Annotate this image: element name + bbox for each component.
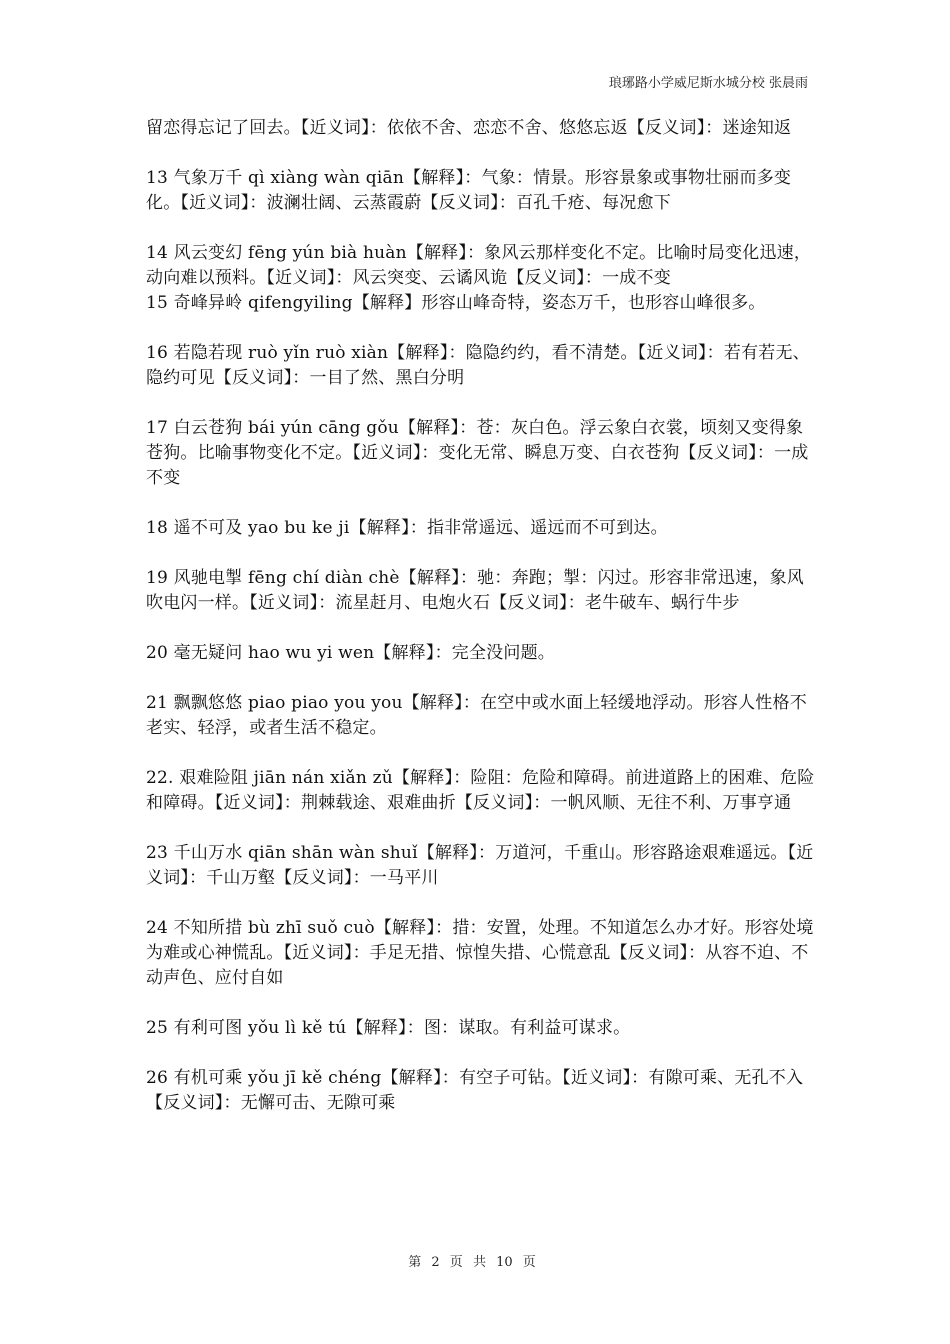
footer-page-number: 2 (431, 1255, 440, 1270)
entry-paragraph: 17 白云苍狗 bái yún cāng gǒu【解释】：苍：灰白色。浮云象白衣裳，顷刻又变得象苍狗。比喻事物变化不定。【近义词】：变化无常、瞬息万变、白衣苍狗【反义词】：一成不变 (146, 418, 809, 488)
entry-paragraph: 22. 艰难险阻 jiān nán xiǎn zǔ【解释】：险阻：危险和障碍。前进道路上的困难、危险和障碍。【近义词】：荆棘载途、艰难曲折【反义词】：一帆风顺、无往不利、万事亨通 (146, 768, 815, 813)
document-body (146, 116, 816, 1141)
footer-gong: 共 (472, 1255, 486, 1270)
entry-paragraph: 21 飘飘悠悠 piao piao you you【解释】：在空中或水面上轻缓地浮动。形容人性格不老实、轻浮，或者生活不稳定。 (146, 693, 807, 738)
entry-paragraph: 18 遥不可及 yao bu ke ji【解释】：指非常遥远、遥远而不可到达。 (146, 518, 668, 538)
entry-paragraph: 14 风云变幻 fēng yún bià huàn【解释】：象风云那样变化不定。比喻时局变化迅速，动向难以预料。【近义词】：风云突变、云谲风诡【反义词】：一成不变 (146, 243, 812, 288)
entry-paragraph: 23 千山万水 qiān shān wàn shuǐ【解释】：万道河，千重山。形容路途艰难遥远。【近义词】：千山万壑【反义词】：一马平川 (146, 843, 814, 888)
entry-paragraph: 15 奇峰异岭 qifengyiling【解释】形容山峰奇特，姿态万千，也形容山峰很多。 (146, 293, 766, 313)
page-footer (0, 1251, 950, 1270)
entry-paragraph: 13 气象万千 qì xiàng wàn qiān【解释】：气象：情景。形容景象或事物壮丽而多变化。【近义词】：波澜壮阔、云蒸霞蔚【反义词】：百孔千疮、每况愈下 (146, 168, 792, 213)
footer-ye: 页 (522, 1255, 536, 1270)
entry-paragraph: 25 有利可图 yǒu lì kě tú【解释】：图：谋取。有利益可谋求。 (146, 1018, 631, 1038)
entry-paragraph: 20 毫无疑问 hao wu yi wen【解释】：完全没问题。 (146, 643, 555, 663)
entry-paragraph: 留恋得忘记了回去。【近义词】：依依不舍、恋恋不舍、悠悠忘返【反义词】：迷途知返 (146, 118, 792, 138)
footer-total-pages: 10 (496, 1255, 513, 1270)
entry-paragraph: 19 风驰电掣 fēng chí diàn chè【解释】：驰：奔跑；掣：闪过。形容非常迅速，象风吹电闪一样。【近义词】：流星赶月、电炮火石【反义词】：老牛破车、蜗行牛步 (146, 568, 804, 613)
footer-ye: 页 (449, 1255, 463, 1270)
page-header: 琅琊路小学威尼斯水城分校 张晨雨 (608, 76, 808, 91)
entry-paragraph: 24 不知所措 bù zhī suǒ cuò【解释】：措：安置，处理。不知道怎么办才好。形容处境为难或心神慌乱。【近义词】：手足无措、惊惶失措、心慌意乱【反义词】：从容不迫、不动声色、应付自如 (146, 918, 814, 988)
entry-paragraph: 26 有机可乘 yǒu jī kě chéng【解释】：有空子可钻。【近义词】：有隙可乘、无孔不入【反义词】：无懈可击、无隙可乘 (146, 1068, 804, 1113)
entry-paragraph: 16 若隐若现 ruò yǐn ruò xiàn【解释】：隐隐约约，看不清楚。【近义词】：若有若无、隐约可见【反义词】：一目了然、黑白分明 (146, 343, 810, 388)
footer-di: 第 (408, 1255, 422, 1270)
